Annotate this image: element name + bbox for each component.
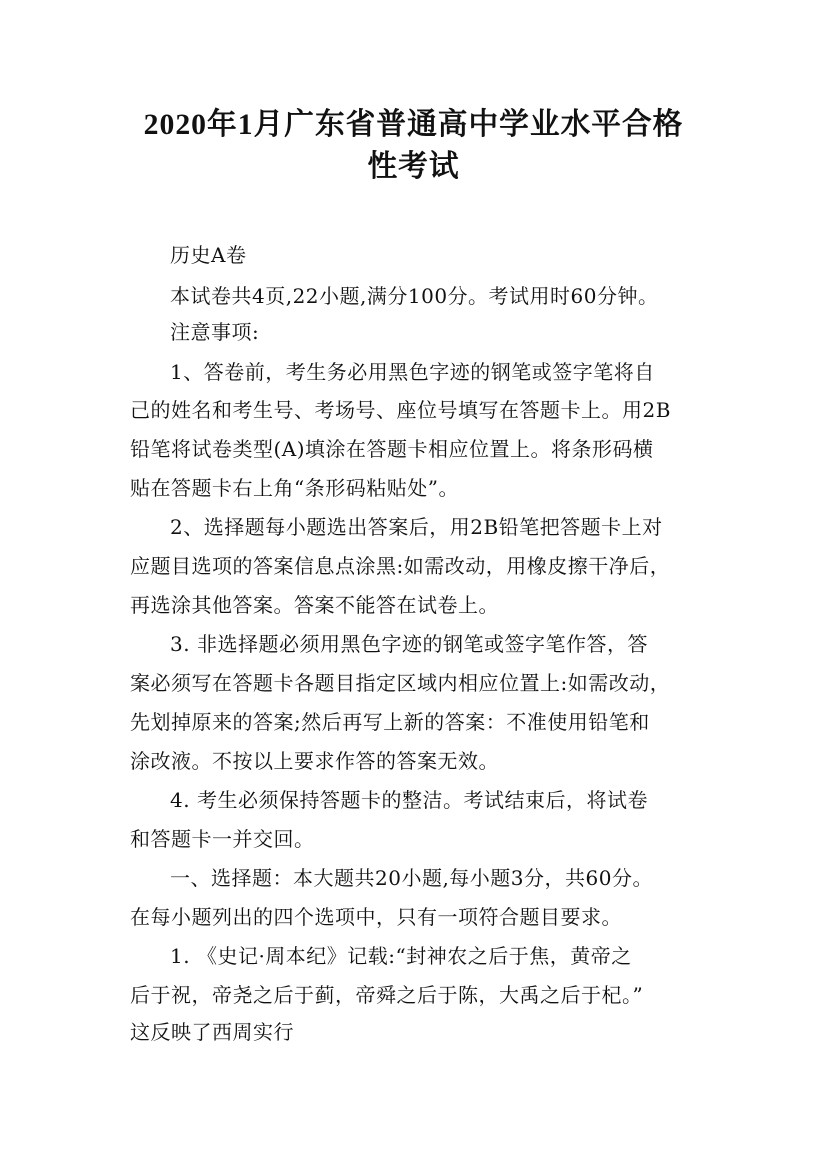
notice-4-line-2: 和答题卡一并交回。 — [130, 827, 315, 851]
notice-1-line-3: 铅笔将试卷类型(A)填涂在答题卡相应位置上。将条形码横 — [130, 437, 654, 461]
notice-4-line-1: 4. 考生必须保持答题卡的整洁。考试结束后，将试卷 — [170, 788, 648, 812]
notice-1-line-4: 贴在答题卡右上角“条形码粘贴处”。 — [130, 476, 459, 500]
notice-3-line-2: 案必须写在答题卡各题目指定区域内相应位置上:如需改动， — [130, 671, 671, 695]
notice-3-line-1: 3. 非选择题必须用黑色字迹的钢笔或签字笔作答，答 — [170, 632, 648, 656]
notice-2-line-1: 2、选择题每小题选出答案后，用2B铅笔把答题卡上对 — [170, 515, 663, 539]
section-one-heading: 一、选择题：本大题共20小题,每小题3分，共60分。 — [170, 866, 653, 890]
notice-1-line-1: 1、答卷前，考生务必用黑色字迹的钢笔或签字笔将自 — [170, 360, 655, 384]
paper-subject-line: 历史A卷 — [170, 243, 247, 267]
notice-2-line-2: 应题目选项的答案信息点涂黑:如需改动，用橡皮擦干净后， — [130, 554, 671, 578]
notice-3-line-4: 涂改液。不按以上要求作答的答案无效。 — [130, 749, 499, 773]
section-one-instruction: 在每小题列出的四个选项中，只有一项符合题目要求。 — [130, 905, 622, 929]
question-1-line-1: 1. 《史记·周本纪》记载:“封神农之后于焦，黄帝之 — [170, 944, 632, 968]
exam-info-line: 本试卷共4页,22小题,满分100分。考试用时60分钟。 — [170, 284, 659, 308]
notice-3-line-3: 先划掉原来的答案;然后再写上新的答案：不准使用铅笔和 — [130, 710, 650, 734]
question-1-line-3: 这反映了西周实行 — [130, 1020, 294, 1044]
notice-1-line-2: 己的姓名和考生号、考场号、座位号填写在答题卡上。用2B — [130, 398, 671, 422]
document-title-line-2: 性考试 — [367, 150, 460, 183]
question-1-line-2: 后于祝，帝尧之后于蓟，帝舜之后于陈，大禹之后于杞。” — [130, 983, 644, 1007]
notice-heading: 注意事项: — [170, 320, 260, 344]
notice-2-line-3: 再选涂其他答案。答案不能答在试卷上。 — [130, 593, 499, 617]
document-title-line-1: 2020年1月广东省普通高中学业水平合格 — [143, 108, 684, 141]
